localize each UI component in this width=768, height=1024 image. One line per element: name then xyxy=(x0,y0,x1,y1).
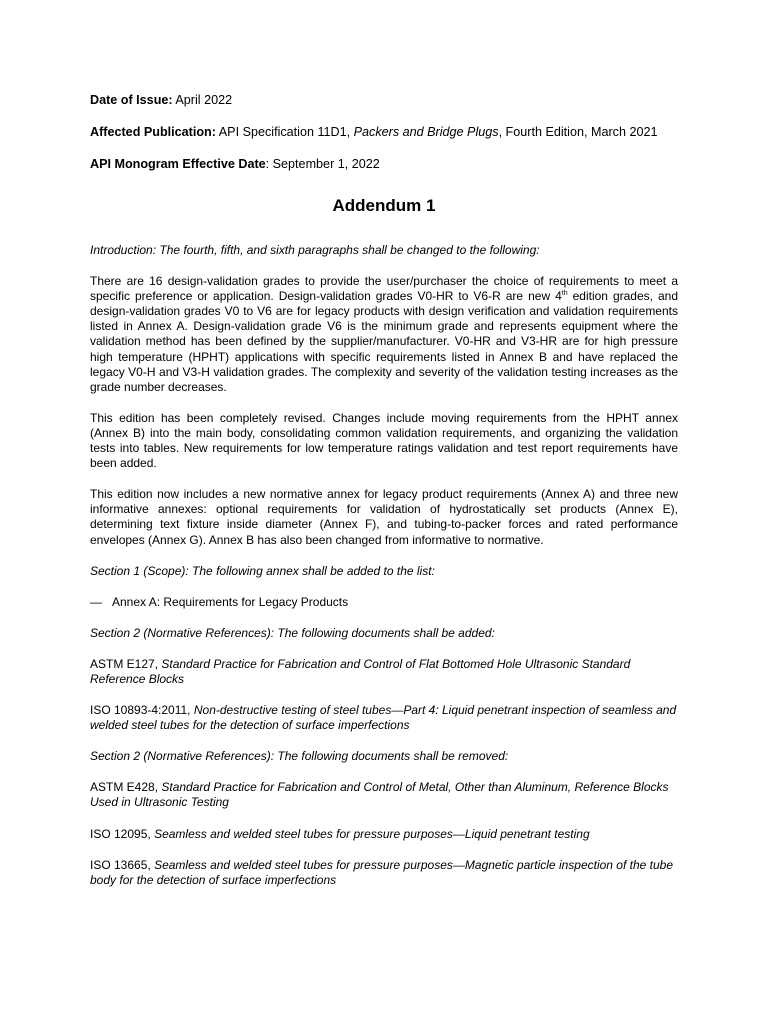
reference-removed xyxy=(90,858,678,888)
reference-code: ISO 13665, xyxy=(90,857,151,872)
date-label: Date of Issue: xyxy=(90,93,173,107)
reference-removed xyxy=(90,780,678,810)
annex-list-item xyxy=(90,595,678,610)
reference-title: Seamless and welded steel tubes for pressure purposes—Magnetic particle inspection of the tube body for the detection of surface imperfections xyxy=(90,857,674,887)
paragraph-annexes: This edition now includes a new normative annex for legacy product requirements (Annex A) and three new informative annexes: optional requirements for validation of hydrostatically set products (Annex E), determining text fixture inside diameter (Annex F), and tubing-to-packer forces and rated performance envelopes (Annex G). Annex B has also been changed from informative to normative. xyxy=(90,487,678,547)
pub-suffix: , Fourth Edition, March 2021 xyxy=(498,125,658,139)
reference-added xyxy=(90,657,678,687)
reference-code: ASTM E428, xyxy=(90,780,159,795)
section1-note: Section 1 (Scope): The following annex shall be added to the list: xyxy=(90,563,435,578)
reference-title: Standard Practice for Fabrication and Control of Metal, Other than Aluminum, Reference Blocks Used in Ultrasonic Testing xyxy=(90,780,669,810)
paragraph-revision: This edition has been completely revised. Changes include moving requirements from the HPHT annex (Annex B) into the main body, consolidating common validation requirements, and organizing the validation tests into tables. New requirements for low temperature ratings validation and test report requirements have been added. xyxy=(90,410,678,471)
pub-title: Packers and Bridge Plugs xyxy=(353,125,499,139)
reference-added xyxy=(90,703,678,733)
paragraph-grades xyxy=(90,274,678,395)
monogram-label: API Monogram Effective Date xyxy=(90,157,266,171)
date-value: April 2022 xyxy=(175,93,233,107)
reference-code: ISO 10893-4:2011, xyxy=(90,703,191,718)
monogram-value: : September 1, 2022 xyxy=(265,157,380,171)
intro-note: Introduction: The fourth, fifth, and sixth paragraphs shall be changed to the following: xyxy=(90,243,540,257)
reference-title: Non-destructive testing of steel tubes—Part 4: Liquid penetrant inspection of seamless and welded steel tubes for the detection of surface imperfections xyxy=(90,703,677,733)
reference-code: ISO 12095, xyxy=(90,826,151,841)
pub-prefix: API Specification 11D1, xyxy=(218,125,351,139)
paragraph-grades-part-a: There are 16 design-validation grades to provide the user/purchaser the choice of requirements to meet a specific preference or application. Design-validation grades V0-HR to V6-R are new 4 xyxy=(90,274,678,304)
page-title: Addendum 1 xyxy=(332,196,436,215)
monogram-effective-date xyxy=(90,156,678,172)
pub-label: Affected Publication: xyxy=(90,125,216,139)
reference-title: Standard Practice for Fabrication and Control of Flat Bottomed Hole Ultrasonic Standard Reference Blocks xyxy=(90,656,631,686)
dash-bullet: — xyxy=(90,594,102,609)
reference-code: ASTM E127, xyxy=(90,656,159,671)
paragraph-grades-part-b: edition grades, and design-validation grades V0 to V6 are for legacy products with design verification and validation requirements listed in Annex A. Design-validation grade V6 is the minimum grade and represents equipment where the validation method has been defined by the supplier/manufacturer. V0-HR and V3-HR are for high pressure high temperature (HPHT) applications with specific requirements listed in Annex B and have replaced the legacy V0-H and V3-H validation grades. The complexity and severity of the validation testing increases as the grade number decreases. xyxy=(90,289,679,394)
date-of-issue xyxy=(90,92,678,108)
reference-title: Seamless and welded steel tubes for pressure purposes—Liquid penetrant testing xyxy=(154,826,590,841)
section2-remove-note: Section 2 (Normative References): The following documents shall be removed: xyxy=(90,749,509,764)
affected-publication xyxy=(90,124,678,140)
annex-item-text: Annex A: Requirements for Legacy Products xyxy=(112,594,349,609)
section2-add-note: Section 2 (Normative References): The following documents shall be added: xyxy=(90,625,495,640)
edition-superscript: th xyxy=(561,290,568,298)
reference-removed xyxy=(90,827,678,842)
